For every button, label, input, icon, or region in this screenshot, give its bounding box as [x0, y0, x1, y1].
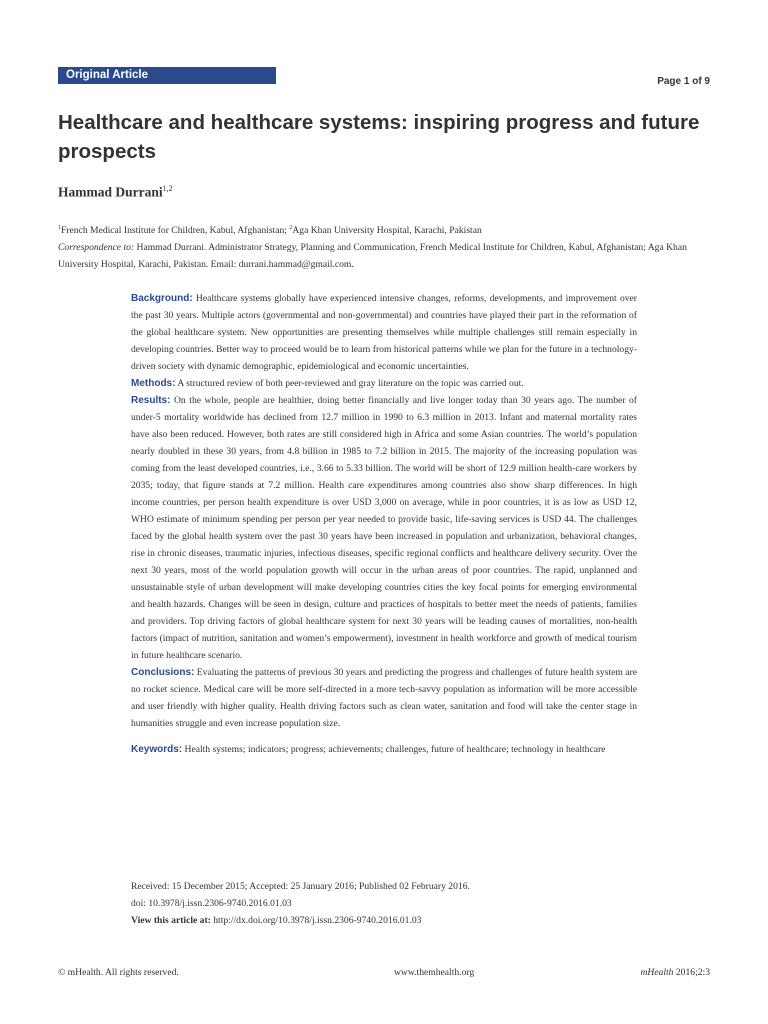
author-line	[58, 184, 173, 201]
footer-journal: mHealth	[640, 967, 674, 978]
keywords-label: Keywords:	[131, 744, 183, 755]
page-number: Page 1 of 9	[657, 76, 710, 87]
methods-text: A structured review of both peer-reviewed and gray literature on the topic was carried out.	[175, 378, 524, 389]
received-line: Received: 15 December 2015; Accepted: 25 January 2016; Published 02 February 2016.	[131, 881, 470, 892]
footer-volume: 2016;2:3	[673, 967, 710, 978]
page-footer	[58, 967, 710, 981]
affiliation-1-sup: 1	[58, 225, 61, 231]
conclusions-text: Evaluating the patterns of previous 30 years and predicting the progress and challenges of future health system are no rocket science. Medical care will be more self-directed in a more tech-savvy population as information will be more accessible and user friendly with higher quality. Health driving factors such as clean water, sanitation and food will take the center stage in humanities struggle and even increase population size.	[131, 667, 637, 729]
footer-copyright: © mHealth. All rights reserved.	[58, 967, 179, 978]
article-type-badge: Original Article	[58, 67, 276, 84]
background-text: Healthcare systems globally have experienced intensive changes, reforms, developments, and improvement over the past 30 years. Multiple actors (governmental and non-governmental) and countries have played their part in the reformation of the global healthcare system. New opportunities are presenting themselves while multiple challenges still remain especially in developing countries. Better way to proceed would be to learn from historical patterns while we plan for the future in a technology-driven society with dynamic demographic, epidemiological and economic uncertainties.	[131, 293, 637, 372]
doi-line[interactable]: doi: 10.3978/j.issn.2306-9740.2016.01.03	[131, 898, 292, 909]
affiliation-1-text: French Medical Institute for Children, Kabul, Afghanistan;	[61, 225, 290, 237]
author-superscript: 1,2	[162, 184, 173, 193]
abstract-results	[131, 392, 637, 664]
abstract-keywords	[131, 741, 637, 758]
view-article-line	[131, 912, 691, 929]
affiliation-2-text: Aga Khan University Hospital, Karachi, Pakistan	[292, 225, 482, 237]
methods-label: Methods:	[131, 378, 176, 389]
affiliations	[58, 220, 712, 273]
view-article-url[interactable]: http://dx.doi.org/10.3978/j.issn.2306-9740.2016.01.03	[210, 915, 422, 926]
article-title: Healthcare and healthcare systems: inspiring progress and future prospects	[58, 111, 700, 163]
footer-website[interactable]: www.themhealth.org	[394, 967, 475, 978]
publication-dates	[131, 878, 691, 929]
author-name: Hammad Durrani	[58, 184, 163, 200]
correspondence-label: Correspondence to:	[58, 242, 135, 254]
abstract-background	[131, 290, 637, 375]
results-text: On the whole, people are healthier, doing better financially and live longer today than 30 years ago. The number of under-5 mortality worldwide has declined from 12.7 million in 1990 to 6.3 million in 2013. Infant and maternal mortality rates have also been reduced. However, both rates are still considered high in Africa and some Asian countries. The world’s population nearly doubled in these 30 years, from 4.8 billion in 1985 to 7.2 billion in 2015. The majority of the increasing population was coming from the least developed countries, i.e., 3.66 to 5.33 billion. The world will be short of 12.9 million health-care workers by 2035; today, that figure stands at 7.2 million. Health care expenditures among countries also show sharp differences. In high income countries, per person health expenditure is over USD 3,000 on average, while in poor countries, it is as low as USD 12, WHO estimate of minimum spending per person per year needed to provide basic, life-saving services is USD 44. The challenges faced by the global health system over the past 30 years have been increased in population and urbanization, behavioral changes, rise in chronic diseases, traumatic injuries, infectious diseases, specific regional conflicts and healthcare delivery security. Over the next 30 years, most of the world population growth will occur in the urban areas of poor countries. The rapid, unplanned and unsustainable style of urban development will make developing countries cities the key focal points for emerging environmental and health hazards. Changes will be seen in design, culture and practices of hospitals to better meet the needs of patients, families and providers. Top driving factors of global healthcare system for next 30 years will be leading causes of mortalities, non-health factors (impact of nutrition, sanitation and women’s empowerment), investment in health workforce and growth of medical tourism in future healthcare scenario.	[131, 395, 637, 661]
conclusions-label: Conclusions:	[131, 667, 195, 678]
background-label: Background:	[131, 293, 193, 304]
footer-citation	[640, 967, 710, 978]
abstract-methods	[131, 375, 637, 392]
results-label: Results:	[131, 395, 171, 406]
correspondence-text: Hammad Durrani. Administrator Strategy, Planning and Communication, French Medical Institute for Children, Kabul, Afghanistan; Aga Khan University Hospital, Karachi, Pakistan. Email: durrani.hammad@gmail.com.	[58, 242, 687, 271]
view-article-label: View this article at:	[131, 915, 211, 926]
affiliation-2-sup: 2	[289, 225, 293, 231]
keywords-text: Health systems; indicators; progress; achievements; challenges, future of healthcare; technology in healthcare	[182, 744, 606, 755]
abstract	[131, 290, 637, 758]
abstract-conclusions	[131, 664, 637, 732]
